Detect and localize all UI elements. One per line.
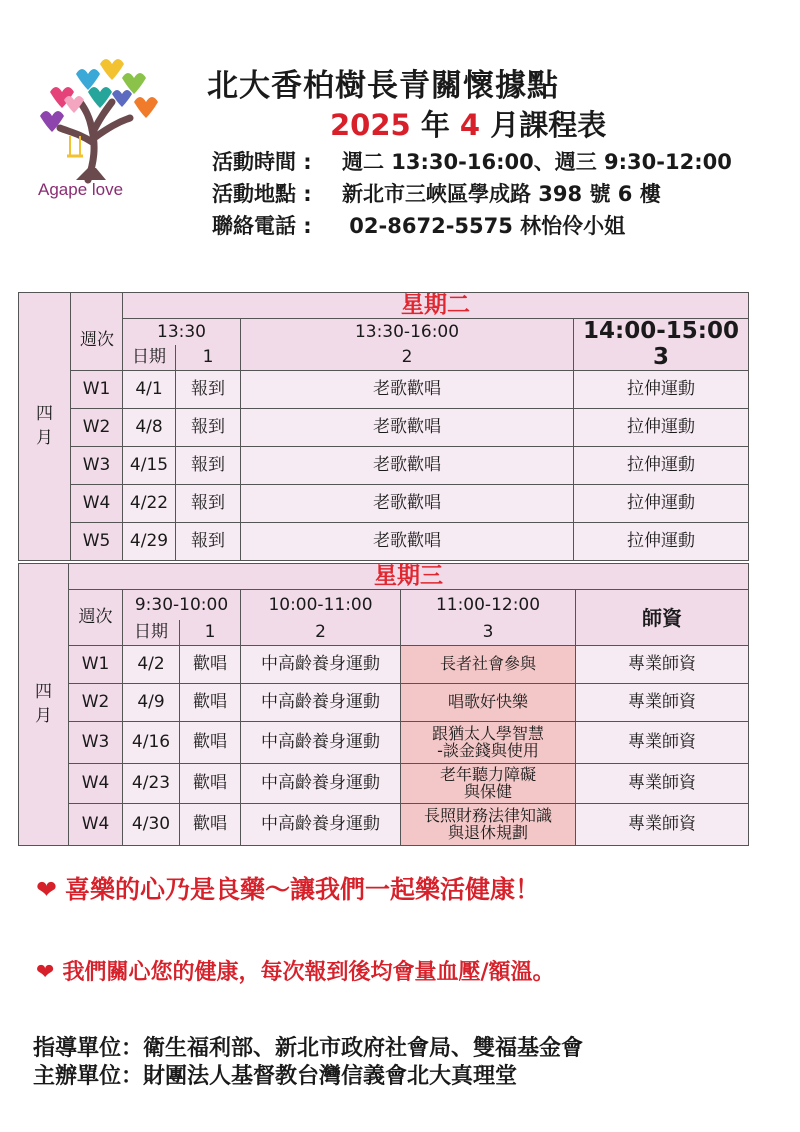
date-cell: 4/1 [123, 371, 176, 409]
logo-text: Agape love [38, 180, 124, 199]
activity-cell: 唱歌好快樂 [401, 684, 576, 722]
week-cell: W1 [71, 371, 123, 409]
teacher-cell: 專業師資 [576, 684, 749, 722]
date-cell: 4/8 [123, 409, 176, 447]
wednesday-slot1-num: 1 [180, 620, 241, 646]
date-cell: 4/30 [123, 804, 180, 846]
activity-cell: 老歌歡唱 [241, 447, 574, 485]
week-cell: W3 [71, 447, 123, 485]
week-cell: W4 [69, 804, 123, 846]
week-cell: W3 [69, 722, 123, 764]
week-cell: W4 [71, 485, 123, 523]
tuesday-slot3-num: 3 [574, 345, 749, 371]
activity-cell: 老歌歡唱 [241, 409, 574, 447]
activity-cell: 老年聽力障礙 與保健 [401, 764, 576, 804]
wednesday-date-header: 日期 [123, 620, 180, 646]
activity-cell: 歡唱 [180, 764, 241, 804]
wednesday-slot1-time: 9:30-10:00 [123, 590, 241, 620]
teacher-cell: 專業師資 [576, 764, 749, 804]
week-cell: W5 [71, 523, 123, 561]
month-suffix: 月課程表 [480, 108, 607, 142]
info-label: 活動時間 : [212, 150, 312, 174]
date-cell: 4/16 [123, 722, 180, 764]
info-activity-time [212, 146, 732, 176]
message-text: 我們關心您的健康，每次報到後均會量血壓/額溫。 [62, 960, 555, 985]
table-row [19, 722, 749, 764]
date-cell: 4/9 [123, 684, 180, 722]
table-row [19, 447, 749, 485]
info-label: 活動地點 : [212, 182, 312, 206]
table-row [19, 485, 749, 523]
heart-icon: ❤ [36, 960, 55, 985]
activity-cell: 長照財務法律知識 與退休規劃 [401, 804, 576, 846]
week-cell: W4 [69, 764, 123, 804]
activity-cell: 老歌歡唱 [241, 485, 574, 523]
activity-cell: 長者社會參與 [401, 646, 576, 684]
activity-cell: 老歌歡唱 [241, 523, 574, 561]
activity-cell: 中高齡養身運動 [241, 722, 401, 764]
table-row [19, 804, 749, 846]
tuesday-schedule-table [18, 292, 749, 561]
wednesday-month-label: 四 月 [19, 564, 69, 846]
date-cell: 4/29 [123, 523, 176, 561]
week-cell: W2 [69, 684, 123, 722]
activity-cell: 中高齡養身運動 [241, 804, 401, 846]
tuesday-slot2-num: 2 [241, 345, 574, 371]
activity-cell: 歡唱 [180, 684, 241, 722]
table-row [19, 371, 749, 409]
table-row [19, 523, 749, 561]
year-number: 2025 [330, 108, 411, 142]
teacher-cell: 專業師資 [576, 646, 749, 684]
table-row [19, 764, 749, 804]
activity-cell: 拉伸運動 [574, 523, 749, 561]
week-cell: W2 [71, 409, 123, 447]
activity-cell: 報到 [176, 409, 241, 447]
activity-cell: 拉伸運動 [574, 371, 749, 409]
tuesday-slot1-num: 1 [176, 345, 241, 371]
wednesday-slot2-time: 10:00-11:00 [241, 590, 401, 620]
info-phone [212, 210, 625, 240]
activity-cell: 歡唱 [180, 646, 241, 684]
activity-cell: 報到 [176, 485, 241, 523]
wednesday-teacher-header: 師資 [576, 590, 749, 646]
info-location [212, 178, 661, 208]
footer-organizer: 主辦單位：財團法人基督教台灣信義會北大真理堂 [33, 1064, 518, 1089]
tuesday-slot3-time: 14:00-15:00 [574, 319, 749, 345]
activity-cell: 報到 [176, 447, 241, 485]
activity-cell: 老歌歡唱 [241, 371, 574, 409]
info-label: 聯絡電話 : [212, 214, 312, 238]
wednesday-week-header: 週次 [69, 590, 123, 646]
activity-cell: 跟猶太人學智慧 -談金錢與使用 [401, 722, 576, 764]
info-value: 週二 13:30-16:00、週三 9:30-12:00 [342, 150, 732, 174]
message-health-care [36, 955, 554, 986]
table-row [19, 684, 749, 722]
table-row [19, 409, 749, 447]
wednesday-day-title-text: 星期三 [374, 563, 444, 589]
tuesday-slot1-time: 13:30 [123, 319, 241, 345]
schedule-subtitle [330, 103, 606, 144]
activity-cell: 拉伸運動 [574, 447, 749, 485]
tuesday-slot2-time: 13:30-16:00 [241, 319, 574, 345]
wednesday-slot3-time: 11:00-12:00 [401, 590, 576, 620]
date-cell: 4/23 [123, 764, 180, 804]
tuesday-date-header: 日期 [123, 345, 176, 371]
info-value: 新北市三峽區學成路 398 號 6 樓 [342, 182, 661, 206]
activity-cell: 拉伸運動 [574, 409, 749, 447]
tuesday-day-title: 星期二 [123, 293, 749, 319]
date-cell: 4/22 [123, 485, 176, 523]
page-title: 北大香柏樹長青關懷據點 [207, 68, 559, 104]
footer-supervisor: 指導單位：衛生福利部、新北市政府社會局、雙福基金會 [33, 1036, 584, 1061]
wednesday-slot3-num: 3 [401, 620, 576, 646]
week-cell: W1 [69, 646, 123, 684]
activity-cell: 報到 [176, 523, 241, 561]
heart-icon: ❤ [36, 875, 57, 904]
wednesday-slot2-num: 2 [241, 620, 401, 646]
message-text: 喜樂的心乃是良藥～讓我們一起樂活健康！ [64, 875, 540, 904]
activity-cell: 歡唱 [180, 804, 241, 846]
activity-cell: 中高齡養身運動 [241, 764, 401, 804]
activity-cell: 拉伸運動 [574, 485, 749, 523]
tuesday-week-header: 週次 [80, 330, 114, 350]
date-cell: 4/15 [123, 447, 176, 485]
tuesday-month-label: 四 月 [19, 293, 71, 561]
date-cell: 4/2 [123, 646, 180, 684]
table-row [19, 646, 749, 684]
teacher-cell: 專業師資 [576, 804, 749, 846]
activity-cell: 中高齡養身運動 [241, 646, 401, 684]
teacher-cell: 專業師資 [576, 722, 749, 764]
activity-cell: 報到 [176, 371, 241, 409]
activity-cell: 歡唱 [180, 722, 241, 764]
info-value: 02-8672-5575 林怡伶小姐 [342, 214, 626, 238]
month-number: 4 [459, 108, 481, 142]
activity-cell: 中高齡養身運動 [241, 684, 401, 722]
year-suffix: 年 [410, 108, 460, 142]
message-joyful-heart [36, 870, 540, 906]
wednesday-schedule-table [18, 563, 749, 846]
wednesday-day-title [69, 564, 749, 590]
